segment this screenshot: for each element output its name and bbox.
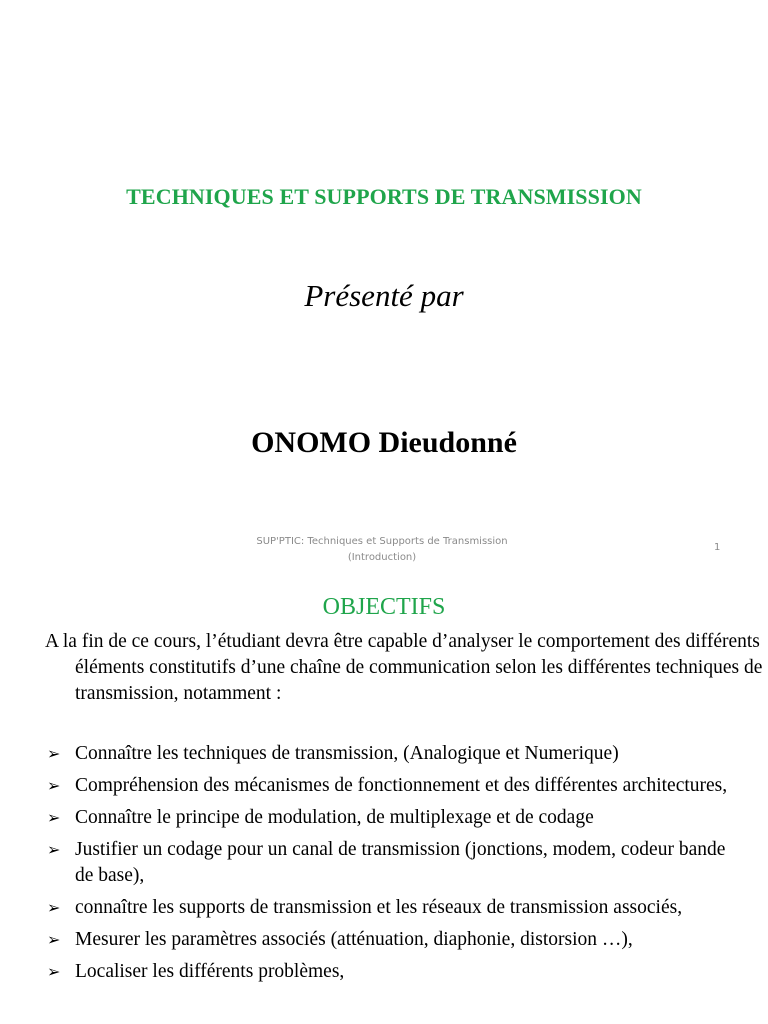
presented-by-label: Présenté par — [304, 278, 464, 313]
arrow-bullet-icon: ➢ — [47, 840, 61, 859]
slide-title: TECHNIQUES ET SUPPORTS DE TRANSMISSION — [126, 184, 642, 209]
arrow-bullet-icon: ➢ — [47, 744, 61, 763]
list-item: ➢ Mesurer les paramètres associés (atténuation, diaphonie, distorsion …), — [45, 927, 745, 953]
list-item: ➢ Connaître le principe de modulation, de multiplexage et de codage — [45, 805, 745, 831]
objectives-heading: OBJECTIFS — [322, 594, 446, 620]
list-item: ➢ Compréhension des mécanismes de fonctionnement et des différentes architectures, — [45, 773, 745, 799]
arrow-bullet-icon: ➢ — [47, 808, 61, 827]
list-item: ➢ Connaître les techniques de transmission, (Analogique et Numerique) — [45, 741, 745, 767]
list-item: ➢ connaître les supports de transmission et les réseaux de transmission associés, — [45, 895, 745, 921]
page-number: 1 — [714, 542, 721, 553]
slide-footer: SUP'PTIC: Techniques et Supports de Transmission (Introduction) — [256, 536, 508, 563]
arrow-bullet-icon: ➢ — [47, 776, 61, 795]
arrow-bullet-icon: ➢ — [47, 962, 61, 981]
arrow-bullet-icon: ➢ — [47, 898, 61, 917]
author-name: ONOMO Dieudonné — [251, 426, 517, 459]
arrow-bullet-icon: ➢ — [47, 930, 61, 949]
objectives-list — [45, 741, 745, 991]
objectives-slide — [0, 576, 768, 1024]
objectives-intro: A la fin de ce cours, l’étudiant devra être capable d’analyser le comportement des différents éléments constitutifs d’une chaîne de communication selon les différentes techniques de transmission, notamment : — [45, 631, 763, 704]
list-item: ➢ Justifier un codage pour un canal de transmission (jonctions, modem, codeur bande de base), — [47, 839, 726, 886]
list-item: ➢ Localiser les différents problèmes, — [45, 959, 745, 985]
